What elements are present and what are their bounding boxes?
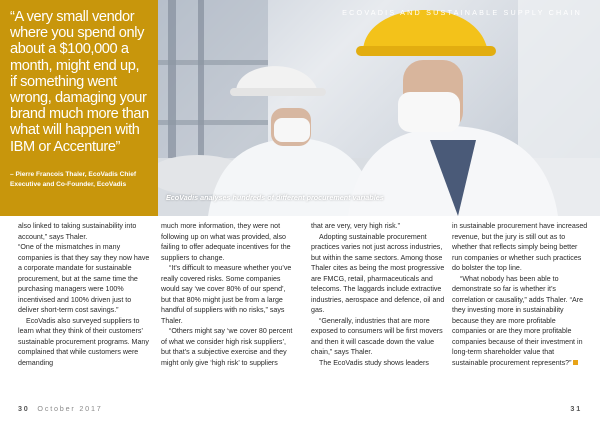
folio-left [18, 404, 103, 413]
workers-illustration [158, 0, 600, 216]
section-label: ECOVADIS AND SUSTAINABLE SUPPLY CHAIN [342, 8, 582, 17]
paragraph: The EcoVadis study shows leaders [319, 358, 429, 367]
quote-attribution: – Pierre Francois Thaler, EcoVadis Chief Executive and Co-Founder, EcoVadis [10, 170, 137, 189]
paragraph: in sustainable procurement have increased revenue, but the jury is still out as to whether that reflects simply being better run companies or whether such practices do bolster the top line. [452, 222, 588, 272]
paragraph: much more information, they were not following up on what was provided, also failing to offer adequate incentives for the suppliers to change. [161, 222, 291, 262]
paragraph: “It’s difficult to measure whether you’ve really covered risks. Some companies would say ‘we cover 80% of our spend’, but that 80% might just be from a large handful of suppliers with no risks,” says Thaler. [161, 264, 292, 325]
paragraph: Adopting sustainable procurement practices varies not just across industries, but within the same sectors. Among those Thaler cites as being the most progressive are FMCG, retail, pharmaceuticals and telecoms. The laggards include extractive industries, aerospace and defence, oil and gas. [311, 232, 445, 314]
article-column-4 [452, 221, 588, 368]
workers-photo [158, 0, 600, 216]
right-page-number: 31 [570, 404, 582, 413]
paragraph: “Generally, industries that are more exposed to consumers will be first movers and then it will cascade down the value chain,” says Thaler. [311, 316, 443, 356]
photo-caption: EcoVadis analyses hundreds of different procurement variables [166, 193, 384, 202]
paragraph: that are very, very high risk.” [311, 222, 400, 230]
left-page-number: 30 [18, 404, 30, 413]
article-column-3 [311, 221, 447, 368]
paragraph: also linked to taking sustainability into account,” says Thaler. [18, 222, 137, 241]
article-column-1 [18, 221, 154, 368]
paragraph: “One of the mismatches in many companies is that they say they now have a corporate mandate for sustainable procurement, but at the same time the purchasing managers were 100% incentivised and 100% driven just to deliver short-term cost savings.” [18, 243, 150, 314]
paragraph [452, 274, 588, 369]
paragraph: “Others might say ‘we cover 80 percent of what we consider high risk suppliers’, but that’s a subjective exercise and they might only give ‘high risk’ to suppliers [161, 327, 293, 367]
paragraph-text: “What nobody has been able to demonstrate so far is whether it’s correlation or causality,” adds Thaler. “Are they investing more in sustainability because they are more profitable companies or are they more profitable companies because of their investment in long-term shareholder value that sustainable procurement represents?” [452, 274, 584, 367]
pull-quote-box [0, 0, 158, 216]
pull-quote: “A very small vendor where you spend only about a $100,000 a month, might end up, if something went wrong, damaging your brand much more than what will happen with IBM or Accenture” [10, 9, 149, 155]
end-of-article-square-icon [573, 360, 578, 365]
paragraph: EcoVadis also surveyed suppliers to learn what they think of their customers’ sustainable procurement programs. Many complained that while customers were demanding [18, 316, 149, 367]
article-column-2 [161, 221, 297, 368]
issue-date: October 2017 [37, 404, 103, 413]
article-columns [0, 221, 600, 397]
